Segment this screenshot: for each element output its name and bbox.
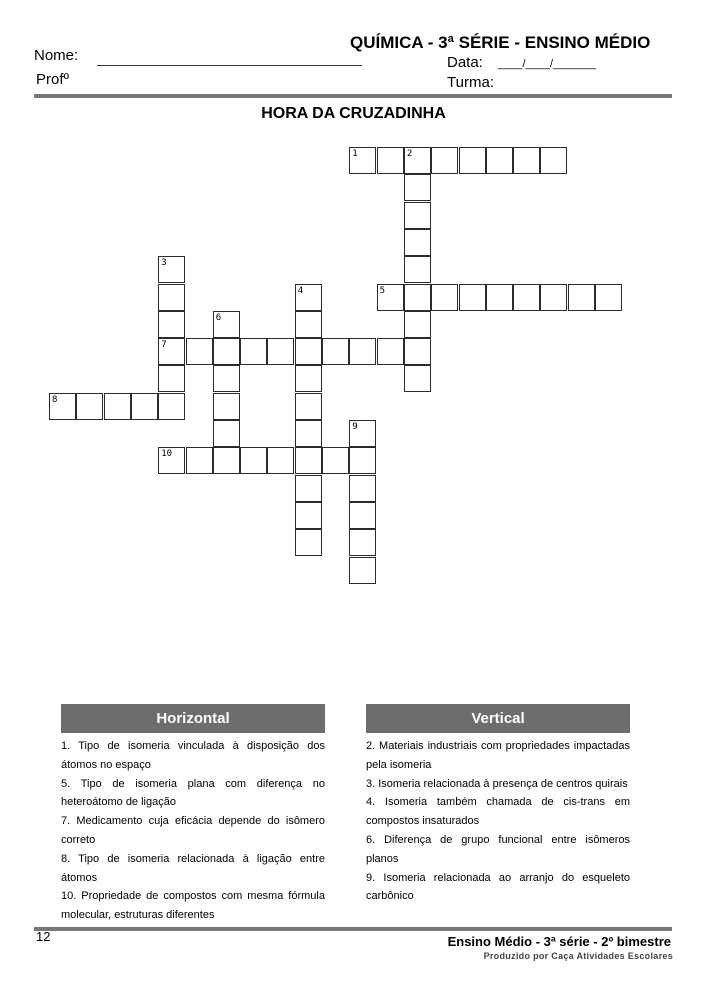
crossword-cell[interactable]	[295, 393, 322, 420]
clue-number: 10	[161, 449, 173, 460]
crossword-cell[interactable]	[158, 338, 185, 365]
crossword-cell[interactable]	[431, 284, 458, 311]
clue-number: 1	[352, 149, 358, 159]
crossword-cell[interactable]	[295, 529, 322, 556]
crossword-cell[interactable]	[158, 447, 185, 474]
crossword-cell[interactable]	[349, 420, 376, 447]
crossword-cell[interactable]	[186, 447, 213, 474]
data-label: Data:	[447, 54, 483, 71]
crossword-cell[interactable]	[404, 365, 431, 392]
crossword-cell[interactable]	[295, 365, 322, 392]
crossword-cell[interactable]	[158, 311, 185, 338]
clue-number: 5	[379, 285, 386, 296]
crossword-cell[interactable]	[404, 256, 431, 283]
crossword-cell[interactable]	[158, 393, 185, 420]
crossword-cell[interactable]	[404, 174, 431, 201]
activity-title: HORA DA CRUZADINHA	[261, 105, 446, 122]
crossword-cell[interactable]	[349, 447, 376, 474]
turma-label: Turma:	[447, 74, 494, 91]
crossword-cell[interactable]	[295, 284, 322, 311]
crossword-cell[interactable]	[349, 475, 376, 502]
crossword-cell[interactable]	[158, 365, 185, 392]
clue-vertical-4: 4. Isomeria também chamada de cis-trans em compostos insaturados	[366, 796, 630, 828]
crossword-cell[interactable]	[349, 502, 376, 529]
crossword-cell[interactable]	[240, 447, 267, 474]
crossword-cell[interactable]	[404, 284, 431, 311]
clue-vertical-6: 6. Diferença de grupo funcional entre isômeros planos	[366, 833, 630, 865]
clue-horizontal-10: 10. Propriedade de compostos com mesma fórmula molecular, estruturas diferentes	[61, 890, 325, 922]
crossword-cell[interactable]	[377, 284, 404, 311]
crossword-cell[interactable]	[513, 284, 540, 311]
crossword-cell[interactable]	[322, 447, 349, 474]
vertical-clues	[366, 737, 630, 906]
crossword-cell[interactable]	[131, 393, 158, 420]
crossword-cell[interactable]	[267, 338, 294, 365]
crossword-cell[interactable]	[404, 338, 431, 365]
crossword-cell[interactable]	[459, 147, 486, 174]
clue-vertical-3: 3. Isomeria relacionada à presença de centros quirais	[366, 777, 628, 790]
footer-producer: Produzido por Caça Atividades Escolares	[483, 951, 673, 961]
clue-horizontal-1: 1. Tipo de isomeria vinculada à disposição dos átomos no espaço	[61, 740, 325, 771]
crossword-cell[interactable]	[213, 311, 240, 338]
crossword-cell[interactable]	[377, 338, 404, 365]
crossword-cell[interactable]	[213, 338, 240, 365]
crossword-cell[interactable]	[322, 338, 349, 365]
clue-number: 2	[406, 149, 413, 159]
crossword-cell[interactable]	[404, 147, 431, 174]
crossword-cell[interactable]	[213, 447, 240, 474]
clue-number: 8	[52, 394, 58, 405]
crossword-cell[interactable]	[295, 420, 322, 447]
crossword-cell[interactable]	[213, 420, 240, 447]
crossword-cell[interactable]	[213, 365, 240, 392]
page-title: QUÍMICA - 3ª SÉRIE - ENSINO MÉDIO	[350, 33, 651, 52]
crossword-cell[interactable]	[76, 393, 103, 420]
footer-divider	[34, 927, 672, 931]
clue-number: 3	[161, 258, 167, 269]
crossword-cell[interactable]	[568, 284, 595, 311]
crossword-cell[interactable]	[295, 311, 322, 338]
vertical-header: Vertical	[366, 704, 630, 733]
crossword-cell[interactable]	[349, 338, 376, 365]
crossword-cell[interactable]	[540, 284, 567, 311]
crossword-cell[interactable]	[158, 284, 185, 311]
crossword-cell[interactable]	[267, 447, 294, 474]
crossword-cell[interactable]	[240, 338, 267, 365]
crossword-cell[interactable]	[459, 284, 486, 311]
crossword-cell[interactable]	[295, 338, 322, 365]
crossword-cell[interactable]	[349, 529, 376, 556]
crossword-cell[interactable]	[186, 338, 213, 365]
crossword-cell[interactable]	[404, 202, 431, 229]
nome-label: Nome:	[34, 47, 79, 64]
clue-horizontal-7: 7. Medicamento cuja eficácia depende do isômero correto	[61, 815, 325, 846]
clue-number: 6	[215, 312, 222, 323]
crossword-cell[interactable]	[349, 147, 376, 174]
page-number: 12	[36, 929, 51, 944]
clue-number: 7	[161, 340, 167, 351]
horizontal-clues	[61, 737, 325, 925]
crossword-cell[interactable]	[158, 256, 185, 283]
crossword-cell[interactable]	[486, 284, 513, 311]
data-blank: ____/____/_______	[498, 58, 596, 70]
crossword-cell[interactable]	[404, 311, 431, 338]
crossword-cell[interactable]	[295, 502, 322, 529]
crossword-cell[interactable]	[295, 475, 322, 502]
clue-vertical-9: 9. Isomeria relacionada ao arranjo do esqueleto carbônico	[366, 871, 630, 903]
clue-vertical-2: 2. Materiais industriais com propriedades impactadas pela isomeria	[366, 740, 630, 771]
clue-number: 9	[352, 422, 358, 432]
crossword-cell[interactable]	[104, 393, 131, 420]
prof-label: Profº	[36, 71, 69, 88]
crossword-cell[interactable]	[404, 229, 431, 256]
footer-course: Ensino Médio - 3ª série - 2º bimestre	[447, 934, 671, 949]
crossword-cell[interactable]	[595, 284, 622, 311]
horizontal-header: Horizontal	[61, 704, 325, 733]
crossword-cell[interactable]	[349, 557, 376, 584]
crossword-cell[interactable]	[213, 393, 240, 420]
clue-number: 4	[297, 285, 304, 296]
crossword-cell[interactable]	[513, 147, 540, 174]
crossword-cell[interactable]	[431, 147, 458, 174]
crossword-cell[interactable]	[49, 393, 76, 420]
crossword-cell[interactable]	[377, 147, 404, 174]
crossword-cell[interactable]	[540, 147, 567, 174]
clue-horizontal-8: 8. Tipo de isomeria relacionada à ligação entre átomos	[61, 852, 325, 884]
crossword-cell[interactable]	[486, 147, 513, 174]
clue-horizontal-5: 5. Tipo de isomeria plana com diferença no heteroátomo de ligação	[61, 777, 325, 809]
crossword-cell[interactable]	[295, 447, 322, 474]
